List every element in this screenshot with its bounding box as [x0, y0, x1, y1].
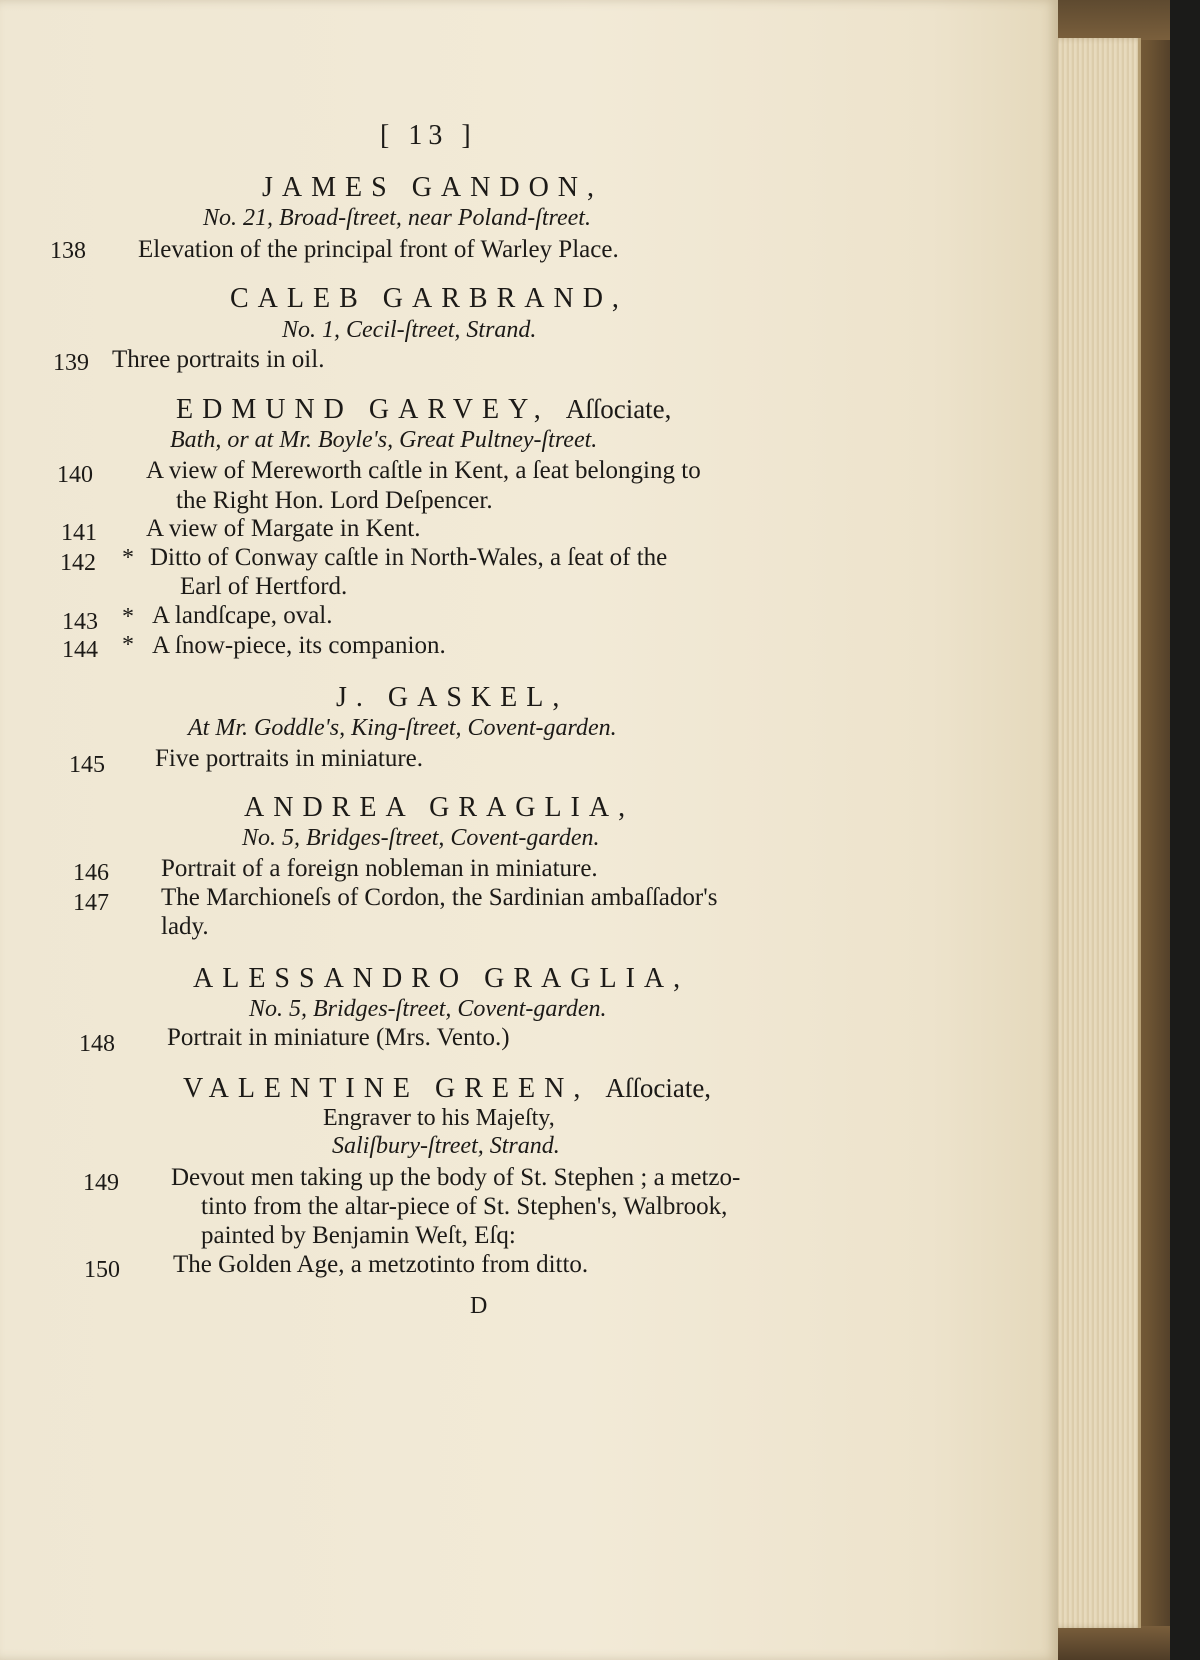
entry-title-continuation: tinto from the altar-piece of St. Stephen's, Walbrook, — [201, 1193, 728, 1220]
entry-title: Portrait of a foreign nobleman in miniature. — [161, 855, 598, 882]
background-strip — [1170, 0, 1200, 1660]
exhibitor-name: VALENTINE GREEN, Aſſociate, — [183, 1073, 712, 1104]
entry-title-continuation: the Right Hon. Lord Deſpencer. — [176, 487, 493, 514]
entry-title: Elevation of the principal front of Warley Place. — [138, 236, 619, 263]
entry-title: The Marchioneſs of Cordon, the Sardinian ambaſſador's — [161, 884, 718, 911]
entry-title-continuation: lady. — [161, 913, 209, 940]
entry-number: 145 — [69, 752, 105, 778]
exhibitor-name: EDMUND GARVEY, Aſſociate, — [176, 394, 672, 425]
new-work-asterisk: * — [122, 604, 134, 630]
entry-number: 138 — [50, 238, 86, 264]
exhibitor-address: At Mr. Goddle's, King-ſtreet, Covent-garden. — [188, 715, 617, 741]
entry-number: 150 — [84, 1257, 120, 1283]
entry-title-continuation: Earl of Hertford. — [180, 573, 348, 600]
new-work-asterisk: * — [122, 545, 134, 571]
exhibitor-address: Bath, or at Mr. Boyle's, Great Pultney-ſtreet. — [170, 427, 598, 453]
new-work-asterisk: * — [122, 632, 134, 658]
signature-mark: D — [470, 1293, 488, 1319]
entry-number: 143 — [62, 609, 98, 635]
page-number-header: [ 13 ] — [380, 120, 477, 151]
entry-number: 140 — [57, 462, 93, 488]
exhibitor-address: No. 5, Bridges-ſtreet, Covent-garden. — [249, 996, 607, 1022]
entry-number: 139 — [53, 350, 89, 376]
entry-title: A view of Margate in Kent. — [146, 515, 421, 542]
exhibitor-subtitle: Engraver to his Majeſty, — [323, 1105, 555, 1131]
exhibitor-name: J. GASKEL, — [336, 682, 569, 713]
entry-title: Five portraits in miniature. — [155, 745, 424, 772]
exhibitor-name: ALESSANDRO GRAGLIA, — [193, 963, 690, 994]
exhibitor-address: No. 21, Broad-ſtreet, near Poland-ſtreet. — [203, 205, 591, 231]
exhibitor-name: CALEB GARBRAND, — [230, 283, 628, 314]
entry-number: 141 — [61, 520, 97, 546]
entry-title: Portrait in miniature (Mrs. Vento.) — [167, 1024, 510, 1051]
entry-number: 146 — [73, 860, 109, 886]
exhibitor-name: ANDREA GRAGLIA, — [244, 792, 635, 823]
entry-number: 149 — [83, 1170, 119, 1196]
entry-title-continuation: painted by Benjamin Weſt, Eſq: — [201, 1222, 516, 1249]
entry-number: 147 — [73, 890, 109, 916]
entry-title: Devout men taking up the body of St. Stephen ; a metzo- — [171, 1164, 741, 1191]
entry-title: Ditto of Conway caſtle in North-Wales, a ſeat of the — [150, 544, 668, 571]
entry-title: Three portraits in oil. — [112, 346, 325, 373]
exhibitor-address: No. 1, Cecil-ſtreet, Strand. — [282, 317, 537, 343]
exhibitor-name: JAMES GANDON, — [262, 172, 604, 203]
entry-title: The Golden Age, a metzotinto from ditto. — [173, 1251, 589, 1278]
entry-title: A landſcape, oval. — [152, 602, 333, 629]
entry-title: A view of Mereworth caſtle in Kent, a ſeat belonging to — [146, 457, 701, 484]
entry-title: A ſnow-piece, its companion. — [152, 632, 446, 659]
entry-number: 144 — [62, 637, 98, 663]
entry-number: 142 — [60, 550, 96, 576]
entry-number: 148 — [79, 1031, 115, 1057]
exhibitor-address: No. 5, Bridges-ſtreet, Covent-garden. — [242, 825, 600, 851]
exhibitor-address: Saliſbury-ſtreet, Strand. — [332, 1133, 560, 1159]
